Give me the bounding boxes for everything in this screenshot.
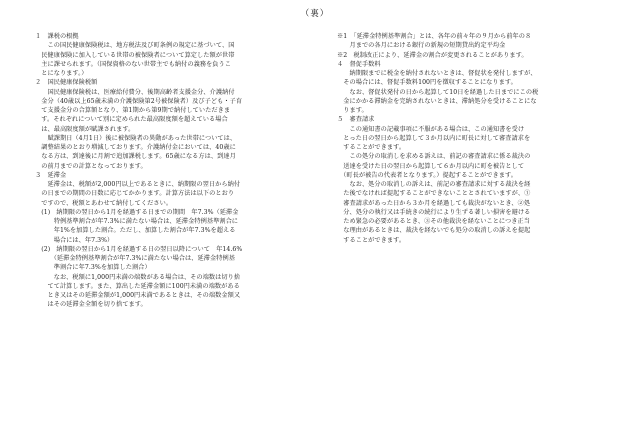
text-line: す。それぞれについて別に定められた最高限度額を超えている場合 [35, 116, 228, 124]
text-line: てて計算します。また、算出した延滞金額に100円未満の端数がある [35, 282, 240, 290]
text-line: とった日の翌日から起算して３か月以内に町長に対して審査請求を [337, 134, 531, 142]
text-line: 準割合に年7.3%を加算した割合） [35, 264, 151, 272]
text-line: ４ 督促手数料 [337, 60, 381, 68]
text-line: なお、督促状発付の日から起算して10日を経過した日までにこの税 [337, 88, 539, 96]
text-line: ため緊急の必要があるとき、③その他裁決を経ないことにつき正当 [337, 218, 530, 225]
text-line: 年1%を加算した割合。ただし、加算した割合が年7.3%を超える [35, 227, 236, 235]
text-line: 送達を受けた日の翌日から起算して６か月以内に町を被告として [337, 162, 525, 170]
text-line: 場合には、年7.3%） [35, 236, 114, 244]
text-line: その場合には、督促手数料100円を徴収することになります。 [337, 79, 517, 87]
text-line: ２ 国民健康保険税額 [35, 79, 98, 87]
text-line: １ 課税の根拠 [35, 33, 79, 40]
text-line: 主に課せられます。（国保資格のない世帯主でも納付の義務を負うこ [35, 60, 232, 68]
text-line: 延滞金は、税額が2,000円以上であるときに、納期限の翌日から納付 [35, 181, 241, 188]
text-line: ※2 税制改正により、延滞金の割合が変更されることがあります。 [337, 51, 528, 59]
left-column [35, 32, 330, 310]
text-line: ※1 「延滞金特例基準割合」とは、各年の前々年の９月から前年の８ [337, 33, 532, 40]
text-line: ５ 審査請求 [337, 116, 375, 124]
text-line: することができます。 [337, 236, 406, 244]
text-line: とになります。） [35, 70, 88, 77]
text-line: 金にかかる滞納金を完納されないときは、滞納処分を受けることにな [337, 97, 537, 105]
text-line: て支援金分の合算額となり、第1期から第9期で納付していただきま [35, 107, 231, 114]
text-line: はその延滞金全額を切り捨てます。 [35, 301, 147, 309]
text-line: （町長が被告の代表者となります。）提起することができます。 [337, 171, 517, 179]
text-line: なる方は、到達後に月割で追加課税します。65歳になる方は、到達月 [35, 153, 236, 161]
text-line: この国民健康保険税は、地方税法及び町条例の規定に基づいて、国 [35, 42, 235, 50]
text-line: な理由があるときは、裁決を経ないでも処分の取消しの訴えを提起 [337, 227, 531, 235]
right-column [337, 32, 627, 245]
text-line: の日までの期間の日数に応じてかかります。計算方法は以下のとおり [35, 190, 235, 198]
text-line: することができます。 [337, 144, 406, 151]
text-line: この通知書の記載事項に不服がある場合は、この通知書を受け [337, 125, 525, 133]
text-line: 特例基準割合が年7.3%に満たない場合は、延滞金特例基準割合に [35, 218, 239, 225]
text-line: 金分（40歳以上65歳未満の介護保険第2号被保険者）及び子ども・子育 [35, 97, 243, 105]
text-line: ります。 [337, 107, 368, 114]
text-line: とき又はその延滞金額が1,000円未満であるときは、その端数金額又 [35, 292, 241, 299]
text-line: (1) 納期限の翌日から1月を経過する日までの期間 年7.3%（延滞金 [35, 208, 239, 216]
text-line: 審査請求があった日から３か月を経過しても裁決がないとき、②処 [337, 199, 531, 207]
text-line: は、最高限度額が賦課されます。 [35, 125, 135, 133]
text-line: ですので、税額とあわせて納付してください。 [35, 199, 173, 207]
text-line: 納期限までに税金を納付されないときは、督促状を発付しますが、 [337, 70, 537, 77]
text-line: ３ 延滞金 [35, 171, 67, 179]
text-line: 民健康保険に加入している世帯の被保険者について算定した額が世帯 [35, 51, 235, 59]
text-line: 分、処分の執行又は手続きの続行により生ずる著しい損害を避ける [337, 208, 531, 216]
text-line: (2) 納期限の翌日から1月を経過する日の翌日以降について 年14.6% [35, 245, 243, 253]
text-line: この処分の取消しを求める訴えは、前記の審査請求に係る裁決の [337, 153, 531, 161]
text-line: なお、処分の取消しの訴えは、前記の審査請求に対する裁決を経 [337, 181, 531, 188]
text-line: 月までの各月における銀行の新規の短期貸出約定平均金 [337, 42, 506, 50]
text-line: なお、税額に1,000円未満の端数がある場合は、その端数は切り捨 [35, 273, 241, 281]
text-line: 国民健康保険税は、医療給付費分、後期高齢者支援金分、介護納付 [35, 88, 235, 96]
text-line: の前月までの計算となっております。 [35, 162, 147, 170]
text-line: 賦課期日（4月1日）後に被保険者の異動があった世帯については、 [35, 134, 237, 142]
page-title: （裏） [300, 9, 330, 19]
text-line: た後でなければ提起することができないこととされていますが、① [337, 190, 531, 198]
text-line: 調整結果のとおり増減しております。介護納付金においては、40歳に [35, 144, 236, 151]
text-line: （延滞金特例基準割合が年7.3%に満たない場合は、延滞金特例基 [35, 255, 235, 262]
